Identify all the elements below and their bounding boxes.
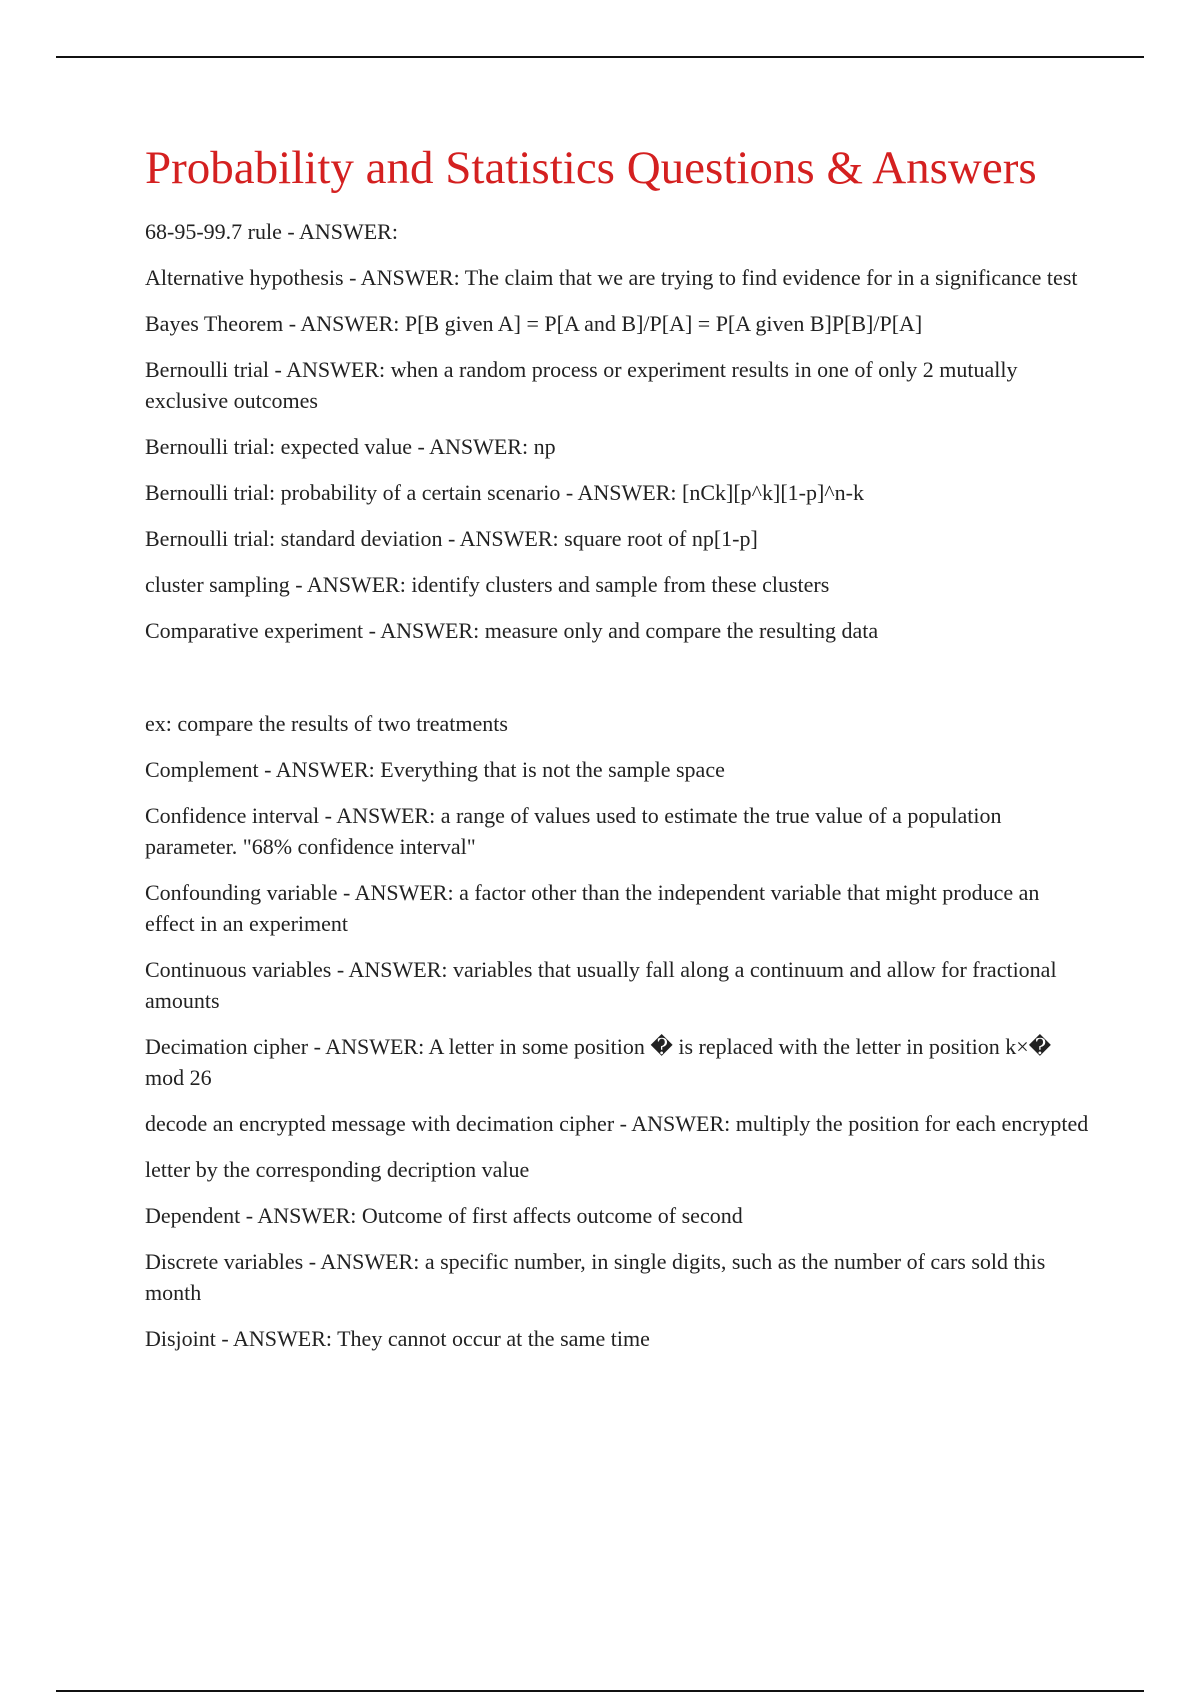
qa-entry-decode-continued: letter by the corresponding decription value	[145, 1157, 530, 1183]
qa-entry-discrete-variables: Discrete variables - ANSWER: a specific number, in single digits, such as the number of cars sold this month	[145, 1249, 1046, 1306]
qa-entry-bernoulli-probability: Bernoulli trial: probability of a certain scenario - ANSWER: [nCk][p^k][1-p]^n-k	[145, 480, 864, 506]
qa-entry-dependent: Dependent - ANSWER: Outcome of first affects outcome of second	[145, 1203, 743, 1229]
qa-entry-68-95-99-7-rule: 68-95-99.7 rule - ANSWER:	[145, 219, 398, 245]
document-body	[145, 140, 1090, 1369]
paragraph-gap	[145, 661, 1090, 708]
qa-entry-disjoint: Disjoint - ANSWER: They cannot occur at the same time	[145, 1326, 650, 1352]
qa-entry-bernoulli-trial: Bernoulli trial - ANSWER: when a random process or experiment results in one of only 2 mutually exclusive outcomes	[145, 357, 1018, 414]
document-title: Probability and Statistics Questions & Answers	[145, 142, 1037, 194]
qa-entry-decode-decimation: decode an encrypted message with decimation cipher - ANSWER: multiply the position for each encrypted	[145, 1111, 1089, 1137]
qa-entry-cluster-sampling: cluster sampling - ANSWER: identify clusters and sample from these clusters	[145, 572, 830, 598]
qa-entry-decimation-cipher: Decimation cipher - ANSWER: A letter in some position � is replaced with the letter in position k×� mod 26	[145, 1034, 1052, 1091]
qa-entry-alternative-hypothesis: Alternative hypothesis - ANSWER: The claim that we are trying to find evidence for in a significance test	[145, 265, 1078, 291]
top-rule	[56, 56, 1144, 58]
qa-entry-bernoulli-standard-deviation: Bernoulli trial: standard deviation - ANSWER: square root of np[1-p]	[145, 526, 758, 552]
qa-entry-bayes-theorem: Bayes Theorem - ANSWER: P[B given A] = P[A and B]/P[A] = P[A given B]P[B]/P[A]	[145, 311, 923, 337]
qa-entry-confidence-interval: Confidence interval - ANSWER: a range of values used to estimate the true value of a population parameter. "68% confidence interval"	[145, 803, 1002, 860]
qa-entry-comparative-experiment: Comparative experiment - ANSWER: measure only and compare the resulting data	[145, 618, 879, 644]
qa-entry-bernoulli-expected-value: Bernoulli trial: expected value - ANSWER: np	[145, 434, 556, 460]
qa-entry-confounding-variable: Confounding variable - ANSWER: a factor other than the independent variable that might produce an effect in an experiment	[145, 880, 1040, 937]
qa-entry-complement: Complement - ANSWER: Everything that is not the sample space	[145, 757, 725, 783]
bottom-rule	[56, 1690, 1144, 1692]
qa-entry-continuous-variables: Continuous variables - ANSWER: variables that usually fall along a continuum and allow for fractional amounts	[145, 957, 1057, 1014]
qa-entry-comparative-example: ex: compare the results of two treatments	[145, 711, 508, 737]
qa-list	[145, 216, 1090, 1354]
